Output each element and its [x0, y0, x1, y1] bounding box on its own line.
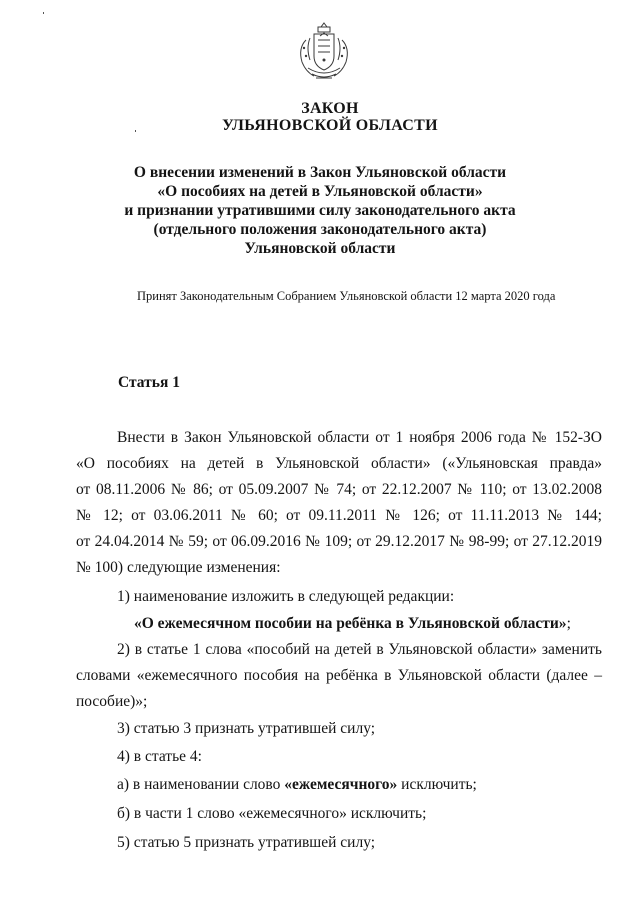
law-subtitle-line: Ульяновской области	[244, 240, 396, 257]
list-item: 4) в статье 4:	[117, 748, 202, 765]
body-line: «О пособиях на детей в Ульяновской области» («Ульяновская правда»	[76, 455, 602, 472]
law-subtitle-line: (отдельного положения законодательного акта)	[153, 221, 487, 238]
adoption-note: Принят Законодательным Собранием Ульяновской области 12 марта 2020 года	[137, 289, 556, 303]
law-subtitle-line: и признании утратившими силу законодательного акта	[124, 202, 516, 219]
body-line: Внести в Закон Ульяновской области от 1 ноября 2006 года № 152-ЗО	[117, 429, 602, 446]
scan-speck	[43, 12, 44, 14]
article-heading: Статья 1	[118, 374, 180, 391]
list-item: 2) в статье 1 слова «пособий на детей в Ульяновской области» заменить	[117, 641, 602, 658]
list-item: 1) наименование изложить в следующей редакции:	[117, 588, 455, 605]
list-item: 3) статью 3 признать утратившей силу;	[117, 720, 376, 737]
list-item-continuation: словами «ежемесячного пособия на ребёнка в Ульяновской области (далее –	[76, 667, 602, 684]
subitem-bold-word: «ежемесячного»	[284, 776, 398, 793]
body-line: № 100) следующие изменения:	[76, 559, 281, 576]
list-subitem: б) в части 1 слово «ежемесячного» исключить;	[117, 805, 427, 822]
list-item-new-title	[134, 615, 571, 633]
law-region-title: УЛЬЯНОВСКОЙ ОБЛАСТИ	[222, 117, 438, 134]
list-item-continuation: пособие)»;	[76, 693, 148, 710]
coat-of-arms-emblem-icon	[296, 20, 352, 82]
body-line: от 24.04.2014 № 59; от 06.09.2016 № 109; от 29.12.2017 № 98-99; от 27.12.2019	[76, 533, 602, 550]
body-line: № 12; от 03.06.2011 № 60; от 09.11.2011 № 126; от 11.11.2013 № 144;	[76, 507, 602, 524]
new-title-text: «О ежемесячном пособии на ребёнка в Ульяновской области»	[134, 615, 567, 632]
law-title: ЗАКОН	[301, 100, 359, 117]
law-subtitle-line: «О пособиях на детей в Ульяновской области»	[157, 183, 483, 200]
body-line: от 08.11.2006 № 86; от 05.09.2007 № 74; от 22.12.2007 № 110; от 13.02.2008	[76, 481, 602, 498]
subitem-text: исключить;	[397, 776, 477, 793]
list-item: 5) статью 5 признать утратившей силу;	[117, 834, 376, 851]
subitem-text: а) в наименовании слово	[117, 776, 285, 793]
new-title-punct: ;	[566, 615, 571, 632]
list-subitem	[117, 776, 477, 794]
law-subtitle-line: О внесении изменений в Закон Ульяновской области	[133, 164, 507, 181]
